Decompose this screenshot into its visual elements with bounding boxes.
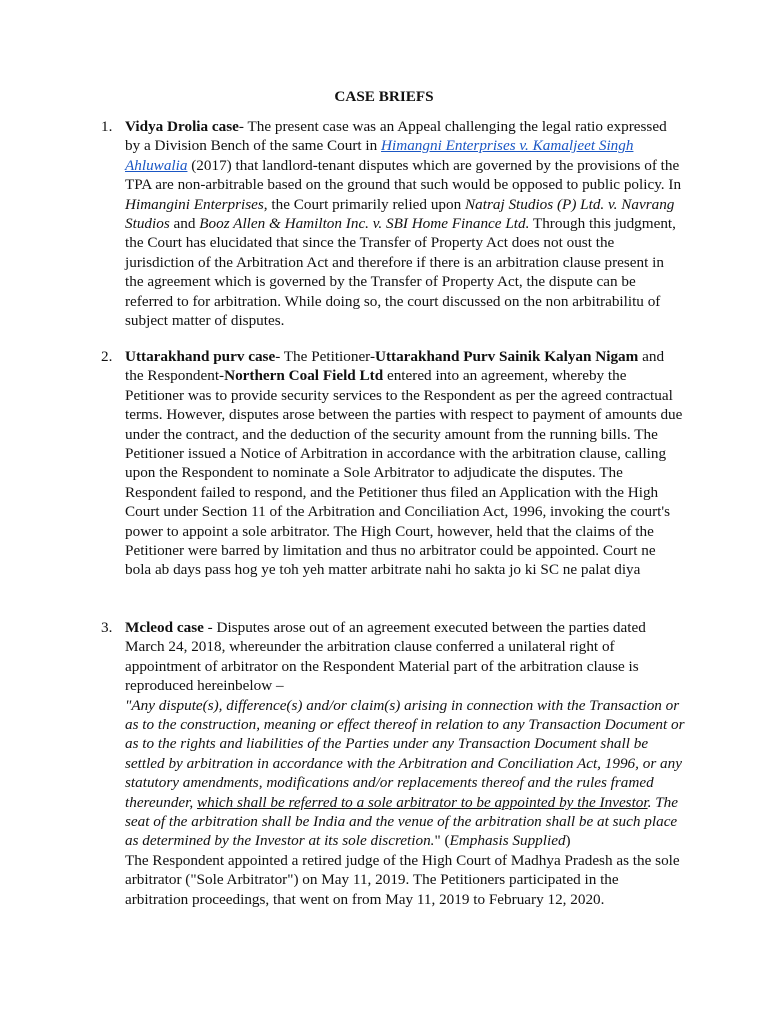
case-title: Vidya Drolia case: [125, 118, 239, 135]
case-paragraph: Uttarakhand purv case- The Petitioner-Uttarakhand Purv Sainik Kalyan Nigam and the Respondent-Northern Coal Field Ltd entered into an agreement, whereby the Petitioner was to provide security services to the Respondent as per the agreed contractual terms. However, disputes arose between the parties with respect to payment of amounts due under the contract, and the deduction of the security amount from the running bills. The Petitioner issued a Notice of Arbitration in accordance with the arbitration clause, calling upon the Respondent to nominate a Sole Arbitrator to adjudicate the disputes. The Respondent failed to respond, and the Petitioner thus filed an Application with the High Court under Section 11 of the Arbitration and Conciliation Act, 1996, invoking the court's power to appoint a sole arbitrator. The High Court, however, held that the claims of the Petitioner were barred by limitation and thus no arbitrator could be appointed. Court ne bola ab days pass hog ye toh yeh matter arbitrate nahi ho sakta jo ki SC ne palat diya: [125, 348, 683, 579]
case-paragraph: Mcleod case - Disputes arose out of an agreement executed between the parties dated March 24, 2018, whereunder the arbitration clause conferred a unilateral right of appointment of arbitrator on the Respondent Material part of the arbitration clause is reproduced hereinbelow –: [125, 619, 646, 695]
page-title: CASE BRIEFS: [334, 88, 434, 105]
arbitration-clause-quote: "Any dispute(s), difference(s) and/or claim(s) arising in connection with the Transaction or as to the construction, meaning or effect thereof in relation to any Transaction Document or as to the rights and liabilities of the Parties under any Transaction Document shall be settled by arbitration in accordance with the Arbitration and Conciliation Act, 1996, or any statutory amendments, modifications and/or replacements thereof and the rules framed thereunder, which shall be referred to a sole arbitrator to be appointed by the Investor. The seat of the arbitration shall be India and the venue of the arbitration shall be at such place as determined by the Investor at its sole discretion." (Emphasis Supplied): [125, 696, 685, 850]
case-item-2: [101, 347, 685, 580]
item-number: 3.: [101, 619, 113, 636]
case-item-1: [101, 117, 685, 330]
party-name: Uttarakhand Purv Sainik Kalyan Nigam: [375, 348, 639, 365]
item-number: 1.: [101, 118, 113, 135]
case-paragraph-continued: The Respondent appointed a retired judge of the High Court of Madhya Pradesh as the sole arbitrator ("Sole Arbitrator") on May 11, 2019. The Petitioners participated in the arbitration proceedings, that went on from May 11, 2019 to February 12, 2020.: [125, 851, 680, 908]
case-item-3: [101, 618, 685, 909]
case-title: Mcleod case: [125, 619, 204, 636]
case-citation-link[interactable]: Himangni Enterprises v. Kamaljeet Singh Ahluwalia: [125, 137, 634, 174]
case-paragraph: Vidya Drolia case- The present case was an Appeal challenging the legal ratio expressed by a Division Bench of the same Court in Himangni Enterprises v. Kamaljeet Singh Ahluwalia (2017) that landlord-tenant disputes which are governed by the provisions of the TPA are non-arbitrable based on the ground that such would be opposed to public policy. In Himangini Enterprises, the Court primarily relied upon Natraj Studios (P) Ltd. v. Navrang Studios and Booz Allen & Hamilton Inc. v. SBI Home Finance Ltd. Through this judgment, the Court has elucidated that since the Transfer of Property Act does not oust the jurisdiction of the Arbitration Act and therefore if there is an arbitration clause present in the agreement which is governed by the Transfer of Property Act, the dispute can be referred to for arbitration. While doing so, the court discussed on the non arbitrabilitu of subject matter of disputes.: [125, 118, 682, 330]
case-title: Uttarakhand purv case: [125, 348, 276, 365]
item-number: 2.: [101, 348, 113, 365]
emphasized-text: which shall be referred to a sole arbitrator to be appointed by the Investor: [196, 793, 648, 811]
party-name: Northern Coal Field Ltd: [224, 367, 384, 385]
